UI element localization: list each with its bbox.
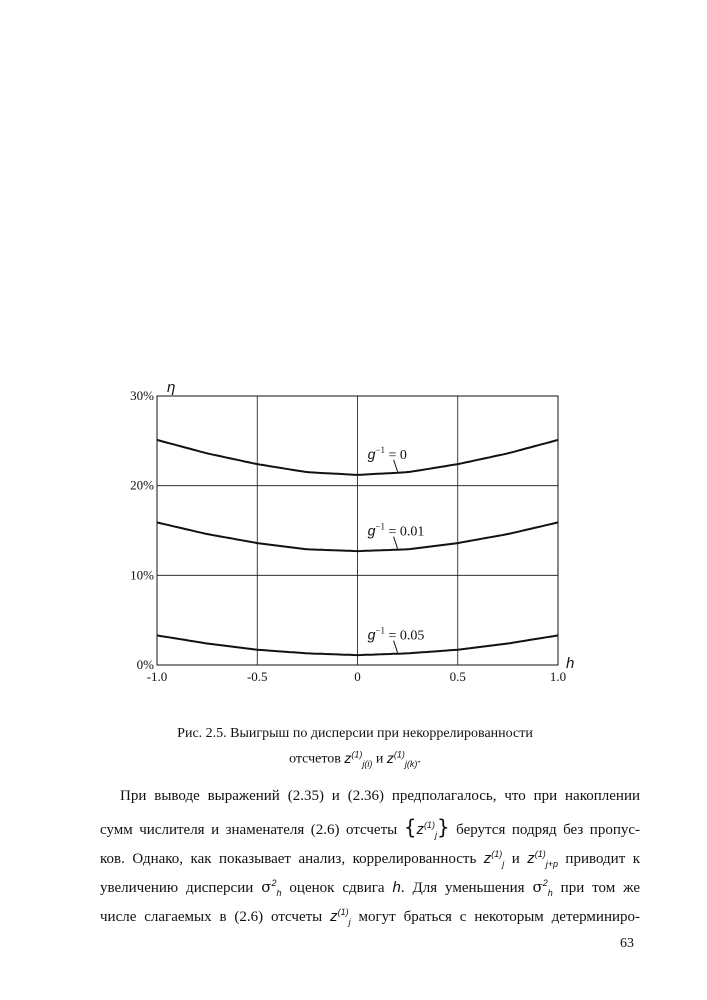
series-label: $g^{-1} = 0.05$ — [367, 625, 425, 644]
x-tick-label: -1.0 — [146, 669, 168, 684]
math-h: h — [392, 879, 401, 896]
x-tick-label: 0 — [354, 669, 361, 684]
body-paragraph — [100, 782, 640, 927]
x-axis-label: h — [566, 655, 575, 672]
math-sigma-h: $\sigma^2_h$ — [532, 878, 553, 898]
series-label: $g^{-1} = 0$ — [367, 444, 407, 463]
body-line-4: увеличению дисперсии $\sigma^2_h$ оценок сдвига h. Для уменьшения $\sigma^2_h$ при том же — [100, 878, 640, 898]
series-label: $g^{-1} = 0.01$ — [367, 521, 425, 540]
y-tick-label: 10% — [130, 567, 154, 583]
body-line-3: ков. Однако, как показывает анализ, коррелированность $z^{(1)}_j$ и $z^{(1)}_{j+p}$ приводит к — [100, 849, 640, 869]
math-z-jk: $z^{(1)}_{j(k)}$ — [386, 749, 418, 769]
math-z-j: $z^{(1)}_j$ — [330, 907, 351, 927]
math-z-j-set: $\{z^{(1)}_j\}$ — [403, 815, 450, 840]
page-number: 63 — [620, 936, 634, 951]
math-sigma-h: $\sigma^2_h$ — [261, 878, 282, 898]
caption-text: отсчетов — [289, 751, 345, 767]
math-z-j: $z^{(1)}_j$ — [483, 849, 505, 869]
figure-caption-line2: отсчетов $z^{(1)}_{j(i)}$ и $z^{(1)}_{j(k)}$. — [289, 749, 421, 769]
y-tick-label: 30% — [130, 388, 154, 403]
y-tick-label: 0% — [136, 657, 154, 672]
x-tick-label: 1.0 — [549, 669, 567, 684]
x-tick-label: 0.5 — [449, 669, 466, 684]
y-axis-label: η — [167, 379, 176, 396]
math-z-jp: $z^{(1)}_{j+p}$ — [527, 849, 558, 869]
caption-text: и — [372, 751, 387, 767]
body-line-1: При выводе выражений (2.35) и (2.36) предполагалось, что при накоплении — [120, 788, 640, 804]
body-line-2: сумм числителя и знаменателя (2.6) отсчеты $\{z^{(1)}_j\}$ берутся подряд без пропус- — [100, 815, 640, 840]
body-line-5: числе слагаемых в (2.6) отсчеты $z^{(1)}_j$ могут браться с некоторым детерминиро- — [100, 907, 640, 927]
y-tick-label: 20% — [130, 477, 154, 493]
figure-caption-line1: Рис. 2.5. Выигрыш по дисперсии при некоррелированности — [177, 726, 533, 741]
chart-grid — [157, 396, 558, 665]
math-z-ji: $z^{(1)}_{j(i)}$ — [344, 749, 373, 769]
x-tick-label: -0.5 — [246, 669, 268, 684]
